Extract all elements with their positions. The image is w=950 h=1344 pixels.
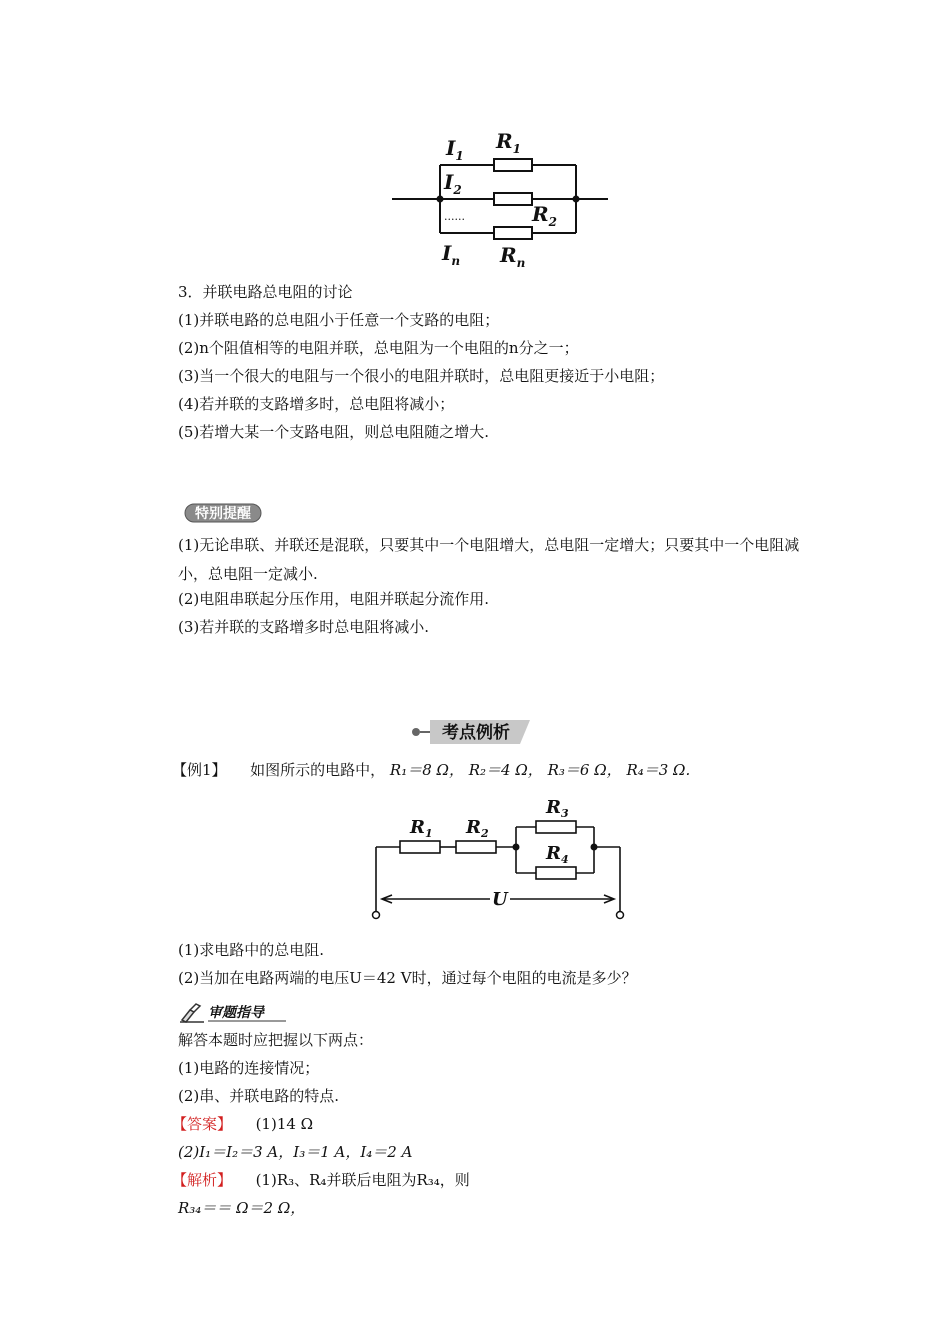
answer-line: 【答案】 (1)14 Ω — [172, 1115, 314, 1133]
label-rn: $R_n$ — [500, 243, 526, 270]
list-item: (1)并联电路的总电阻小于任意一个支路的电阻； — [178, 311, 500, 329]
label-in: $I_n$ — [442, 241, 461, 268]
question-2: (2)当加在电路两端的电压U＝42 V时，通过每个电阻的电流是多少？ — [178, 969, 637, 987]
analysis-label: 【解析】 — [172, 1171, 233, 1189]
pen-icon — [180, 1004, 204, 1022]
parallel-circuit-diagram — [380, 128, 620, 276]
list-item: (5)若增大某一个支路电阻，则总电阻随之增大. — [178, 423, 490, 441]
label-i1: $I_1$ — [446, 136, 464, 163]
label-r2: $R_2$ — [532, 202, 557, 229]
guide-intro: 解答本题时应把握以下两点： — [178, 1031, 374, 1049]
example-section-banner — [410, 718, 535, 746]
reminder-item-1: (1)无论串联、并联还是混联，只要其中一个电阻增大，总电阻一定增大；只要其中一个电阻减小，总电阻一定减小. — [178, 536, 800, 583]
guide-point-2: (2)串、并联电路的特点. — [178, 1087, 340, 1105]
answer-part-2: (2)I₁＝I₂＝3 A，I₃＝1 A，I₄＝2 A — [178, 1143, 413, 1161]
label-i2: $I_2$ — [444, 170, 462, 197]
reminder-badge — [184, 503, 262, 523]
label-r1: $R_1$ — [410, 817, 433, 840]
list-item: (4)若并联的支路增多时，总电阻将减小； — [178, 395, 455, 413]
label-r1: $R_1$ — [496, 129, 521, 156]
answer-label: 【答案】 — [172, 1115, 233, 1133]
reminder-item-3: (3)若并联的支路增多时总电阻将减小. — [178, 618, 430, 636]
problem-guide-badge — [178, 1000, 290, 1024]
svg-text:考点例析: 考点例析 — [442, 723, 510, 743]
analysis-formula: R₃₄＝＝ Ω＝2 Ω， — [178, 1199, 306, 1217]
label-r4: $R_4$ — [546, 843, 569, 866]
label-r2: $R_2$ — [466, 817, 489, 840]
example-1-statement: 【例1】 如图所示的电路中， R₁＝8 Ω， R₂＝4 Ω， R₃＝6 Ω， R₄＝3 Ω. — [172, 761, 691, 779]
guide-point-1: (1)电路的连接情况； — [178, 1059, 320, 1077]
series-parallel-circuit-diagram — [360, 790, 640, 930]
reminder-item-2: (2)电阻串联起分压作用，电阻并联起分流作用. — [178, 590, 490, 608]
label-r3: $R_3$ — [546, 797, 569, 820]
list-item: (2)n个阻值相等的电阻并联，总电阻为一个电阻的n分之一； — [178, 339, 579, 357]
section-heading: 3．并联电路总电阻的讨论 — [178, 283, 353, 301]
list-item: (3)当一个很大的电阻与一个很小的电阻并联时，总电阻更接近于小电阻； — [178, 367, 665, 385]
svg-text:特别提醒: 特别提醒 — [195, 506, 251, 522]
svg-text:审题指导: 审题指导 — [208, 1005, 264, 1021]
label-dots: ...... — [444, 210, 465, 223]
label-u: U — [492, 889, 508, 910]
analysis-line: 【解析】 (1)R₃、R₄并联后电阻为R₃₄，则 — [172, 1171, 470, 1189]
question-1: (1)求电路中的总电阻. — [178, 941, 325, 959]
example-1-label: 【例1】 — [172, 761, 227, 779]
